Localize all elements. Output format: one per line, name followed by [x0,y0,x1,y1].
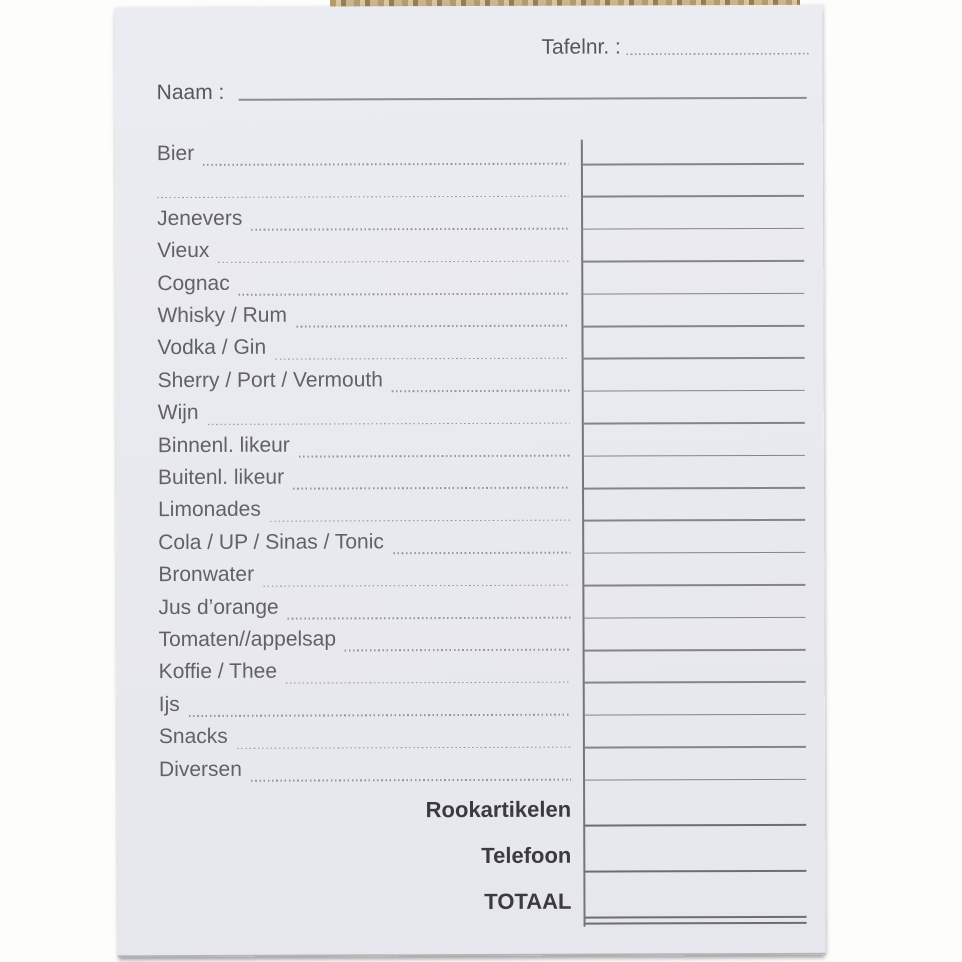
item-row [157,327,569,360]
summary-label-rookartikelen: Rookartikelen [425,796,572,823]
item-row [158,457,570,490]
item-label: Snacks [158,725,228,749]
order-form-paper [114,5,825,957]
item-row [158,392,570,425]
summary-label-telefoon: Telefoon [481,842,572,868]
item-row [158,521,570,554]
quantity-line [583,454,805,456]
quantity-line [583,357,805,359]
item-label: Buitenl. likeur [157,465,285,490]
item-label: Ijs [158,692,180,716]
item-row [159,683,571,716]
item-row [158,489,570,522]
item-row [158,619,570,652]
quantity-line [583,584,805,586]
item-label: Cognac [157,271,230,295]
item-label: Jus d’orange [158,595,279,619]
item-label: Cola / UP / Sinas / Tonic [158,530,384,554]
summary-line [585,916,807,919]
item-label: Bronwater [158,562,255,587]
item-label: Vodka / Gin [157,336,267,360]
quantity-line [582,195,804,197]
item-row [157,295,569,328]
item-row [158,424,570,457]
summary-line [584,824,806,827]
item-row [158,586,570,619]
table-number-line [627,53,809,56]
name-label: Naam : [156,80,225,105]
item-row [157,262,569,295]
item-label: Bier [156,141,195,166]
summary-line [584,870,806,873]
quantity-line [584,649,806,651]
quantity-line [584,746,806,748]
item-row [157,230,569,263]
quantity-line [584,714,806,716]
quantity-line [583,552,805,554]
item-row [159,748,571,781]
item-label: Diversen [158,757,242,781]
item-label: Whisky / Rum [157,303,287,328]
quantity-line [582,163,804,165]
name-line [239,97,807,101]
item-label: Binnenl. likeur [157,433,290,457]
item-label: Sherry / Port / Vermouth [157,368,383,392]
quantity-line [582,292,804,294]
quantity-line [584,681,806,683]
item-label: Jenevers [157,206,243,230]
item-label: Vieux [157,239,210,263]
summary-label-totaal: TOTAAL [484,888,572,914]
table-number-label: Tafelnr. : [541,35,621,59]
item-row [159,716,571,749]
quantity-line [582,325,804,327]
item-row [157,133,569,166]
item-label: Koffie / Thee [158,660,278,684]
quantity-line [583,519,805,521]
quantity-line [582,228,804,230]
item-label: Tomaten//appelsap [158,627,337,652]
quantity-column-divider [581,140,586,927]
item-row [157,165,569,198]
item-dotted-line [251,779,571,782]
item-row [157,197,569,230]
item-row [159,651,571,684]
item-row [158,554,570,587]
quantity-line [582,260,804,262]
quantity-lines [114,5,822,7]
item-label: Wijn [157,401,199,425]
quantity-line [583,390,805,392]
quantity-line [583,616,805,618]
item-label: Limonades [158,498,261,522]
total-double-line [585,922,807,925]
quantity-line [583,422,805,424]
item-row [158,359,570,392]
quantity-line [584,778,806,780]
quantity-line [583,487,805,489]
